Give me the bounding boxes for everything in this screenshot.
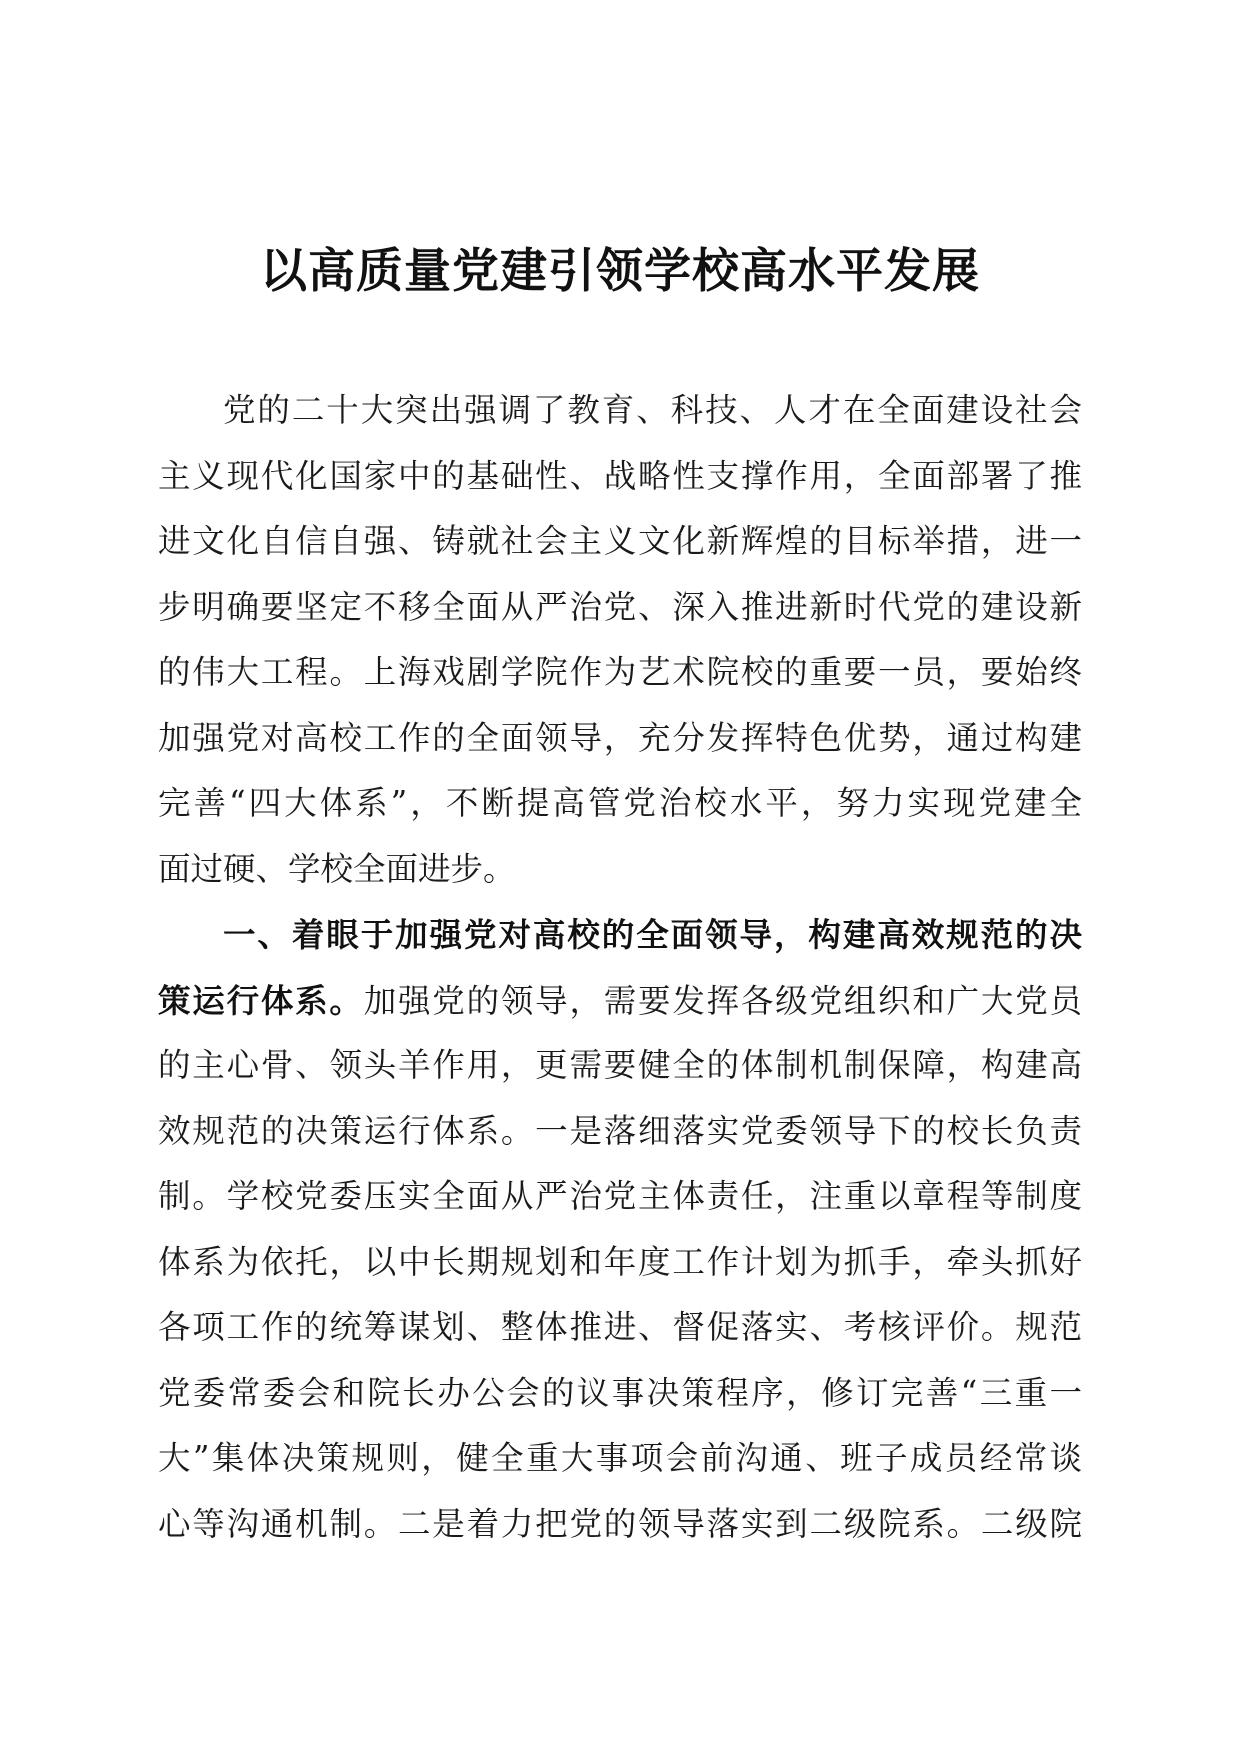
text-line-mixed: [158, 968, 1082, 1034]
text-line: 步明确要坚定不移全面从严治党、深入推进新时代党的建设新: [158, 587, 1082, 626]
text-line: 党的二十大突出强调了教育、科技、人才在全面建设社会: [223, 391, 1082, 429]
document-title: 以高质量党建引领学校高水平发展: [260, 244, 980, 299]
text-line: 大”集体决策规则，健全重大事项会前沟通、班子成员经常谈: [158, 1439, 1082, 1477]
paragraph-section-one: [158, 902, 1082, 1557]
text-line: 的伟大工程。上海戏剧学院作为艺术院校的重要一员，要始终: [158, 653, 1082, 691]
paragraph-intro: [158, 378, 1082, 902]
text-line: 效规范的决策运行体系。一是落细落实党委领导下的校长负责: [158, 1111, 1082, 1150]
document-body: [158, 378, 1082, 1557]
text-line: 进文化自信自强、铸就社会主义文化新辉煌的目标举措，进一: [158, 522, 1082, 560]
text-line: 完善“四大体系”，不断提高管党治校水平，努力实现党建全: [158, 784, 1082, 822]
text-line: 的主心骨、领头羊作用，更需要健全的体制机制保障，构建高: [158, 1046, 1082, 1084]
text-line: 各项工作的统筹谋划、整体推进、督促落实、考核评价。规范: [158, 1308, 1082, 1346]
text-line: 制。学校党委压实全面从严治党主体责任，注重以章程等制度: [158, 1177, 1082, 1215]
text-line: 心等沟通机制。二是着力把党的领导落实到二级院系。二级院: [158, 1504, 1082, 1543]
text-line-rest: 加强党的领导，需要发挥各级党组织和广大党员: [363, 981, 1082, 1020]
text-line: 加强党对高校工作的全面领导，充分发挥特色优势，通过构建: [158, 718, 1082, 757]
section-heading-end: 策运行体系。: [158, 980, 364, 1020]
text-line: 主义现代化国家中的基础性、战略性支撑作用，全面部署了推: [158, 456, 1082, 495]
section-heading: 一、着眼于加强党对高校的全面领导，构建高效规范的决: [223, 915, 1082, 954]
text-line: 党委常委会和院长办公会的议事决策程序，修订完善“三重一: [158, 1373, 1082, 1412]
text-line: 面过硬、学校全面进步。: [158, 849, 516, 888]
text-line: 体系为依托，以中长期规划和年度工作计划为抓手，牵头抓好: [158, 1242, 1082, 1281]
